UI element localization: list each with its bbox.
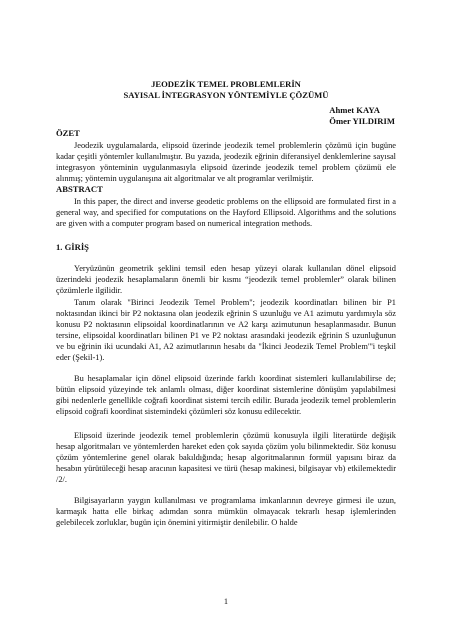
paragraph-ozet: Jeodezik uygulamalarda, elipsoid üzerinde jeodezik temel problemlerin çözümü için bugüne kadar çeşitli yöntemler kullanılmıştır. Bu yazıda, jeodezik eğrinin diferansiyel denklemlerine sayısal integrasyon yönteminin uygulanmasıyla elipsoid üzerinde jeodezik temel problem çözümü ele alınmış; yöntemin uygulanışına ait algoritmalar ve alt programlar verilmiştir. — [56, 141, 396, 183]
author-2: Ömer YILDIRIM — [329, 116, 395, 126]
paragraph-2: Tanım olarak "Birinci Jeodezik Temel Problem"; jeodezik koordinatları bilinen bir P1 noktasından ikinci bir P2 noktasına olan jeodezik eğrinin S uzunluğu ve A1 azimutu yardımıyla söz konusu P2 noktasının elipsoidal koordinatlarının ve A2 karşı azimutunun hesaplanmasıdır. Bunun tersine, elipsoidal koordinatları bilinen P1 ve P2 noktası arasındaki jeodezik eğrinin S uzunluğunun ve bu eğrinin iki ucundaki A1, A2 azimutlarının hesabı da "İkinci Jeodezik Temel Problem"'i teşkil eder (Şekil-1). — [56, 298, 396, 362]
paragraph-3: Bu hesaplamalar için dönel elipsoid üzerinde farklı koordinat sistemleri kullanılabilirse de; bütün elipsoid yüzeyinde tek anlamlı olması, diğer koordinat sistemlerine dönüşüm yapılabilmesi gibi nedenlerle genellikle coğrafi koordinat sistemi tercih edilir. Burada jeodezik temel problemlerin elipsoid coğrafi koordinat sistemindeki çözümleri söz konusu edilecektir. — [56, 374, 396, 416]
section-heading-abstract: ABSTRACT — [56, 184, 103, 194]
paragraph-5: Bilgisayarların yaygın kullanılması ve programlama imkanlarının devreye girmesi ile uzun, karmaşık hatta elle birkaç adımdan sonra mümkün olmayacak tekrarlı hesap işlemlerinden gelebilecek zorluklar, bugün için önemini yitirmiştir denilebilir. O halde — [56, 496, 396, 527]
section-heading-giris: 1. GİRİŞ — [56, 242, 89, 252]
paragraph-4: Elipsoid üzerinde jeodezik temel problemlerin çözümü konusuyla ilgili literatürde değişik hesap algoritmaları ve yöntemlerden hareket eden çok sayıda çözüm yolu bilinmektedir. Söz konusu çözüm yöntemlerine genel olarak bakıldığında; hesap algoritmalarının formül yapısını biraz da hesabın yürütüleceği hesap aracının kapasitesi ve türü (hesap makinesi, bilgisayar vb) etkilemektedir /2/. — [56, 431, 396, 484]
paper-title — [0, 79, 452, 101]
section-heading-ozet: ÖZET — [56, 128, 80, 138]
page-number: 1 — [223, 597, 229, 606]
title-line-1: JEODEZİK TEMEL PROBLEMLERİN — [151, 79, 301, 89]
authors — [329, 105, 396, 127]
title-line-2: SAYISAL İNTEGRASYON YÖNTEMİYLE ÇÖZÜMÜ — [123, 90, 329, 100]
author-1: Ahmet KAYA — [329, 105, 380, 115]
paragraph-1: Yeryüzünün geometrik şeklini temsil eden hesap yüzeyi olarak kullanılan dönel elipsoid üzerindeki jeodezik hesaplamaların önemli bir kısmı “jeodezik temel problemler” olarak bilinen çözümlerle ilgilidir. — [56, 264, 396, 295]
paragraph-abstract: In this paper, the direct and inverse geodetic problems on the ellipsoid are formulated first in a general way, and specified for computations on the Hayford Ellipsoid. Algorithms and the solutions are given with a computer program based on numerical integration methods. — [56, 197, 396, 228]
